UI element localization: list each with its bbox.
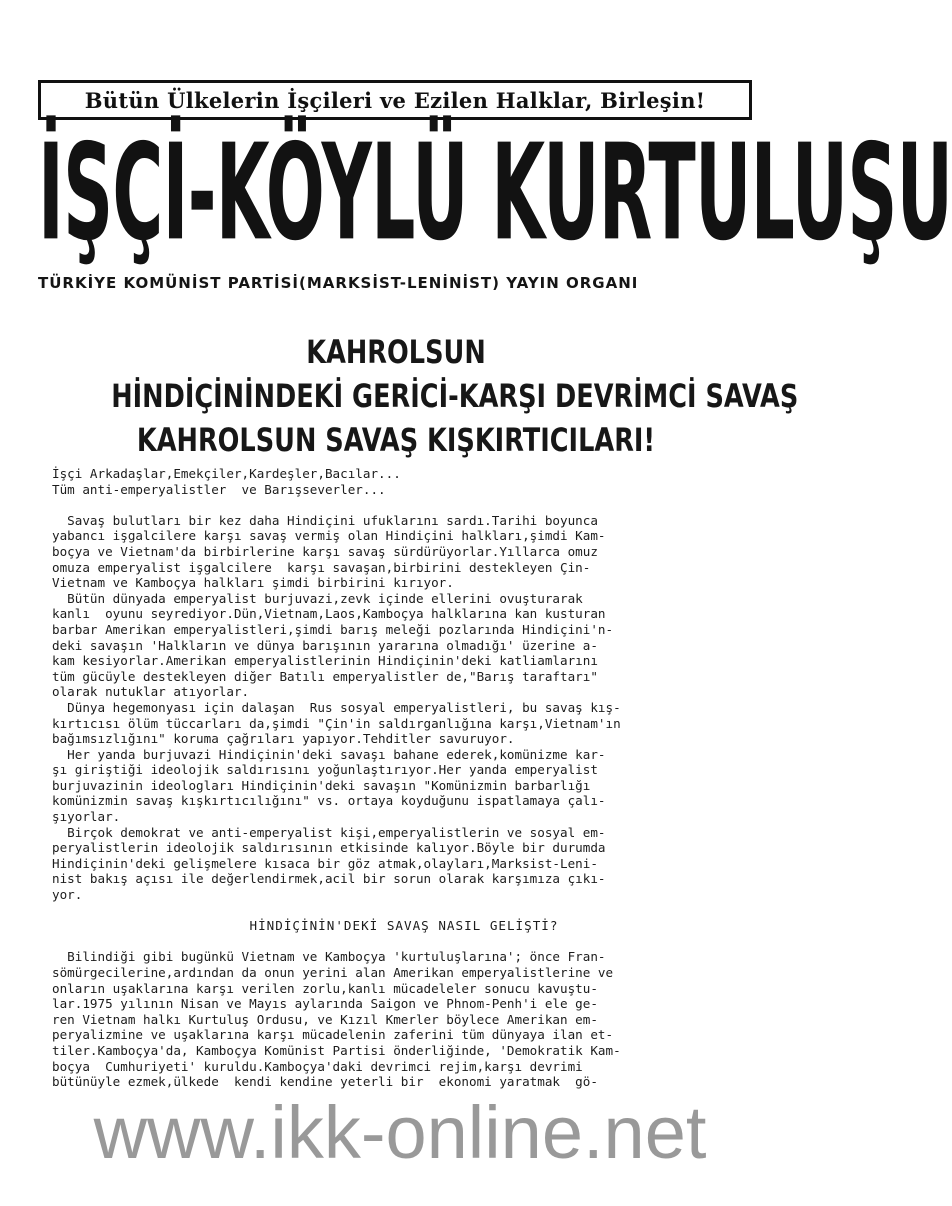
website-watermark: www.ikk-online.net (93, 1090, 707, 1174)
section-title: HİNDİÇİNİN'DEKİ SAVAŞ NASIL GELİŞTİ? (249, 918, 559, 934)
section-line: boçya Cumhuriyeti' kuruldu.Kamboçya'daki devrimci rejim,karşı devrimi (52, 1058, 583, 1074)
paragraph-line: yor. (52, 887, 83, 903)
paragraph-line: kam kesiyorlar.Amerikan emperyalistlerinin Hindiçinin'deki katliamlarını (52, 653, 598, 669)
headline-line-3: KAHROLSUN SAVAŞ KIŞKIRTICILARI! (136, 421, 656, 459)
paragraph-line: peryalistlerin ideolojik saldırısının etkisinde kalıyor.Böyle bir durumda (52, 840, 606, 856)
paragraph-line: Vietnam ve Kamboçya halkları şimdi birbirini kırıyor. (52, 575, 454, 591)
masthead (38, 115, 952, 271)
section-line: bütünüyle ezmek,ülkede kendi kendine yeterli bir ekonomi yaratmak gö- (52, 1074, 598, 1090)
paragraph-line: komünizmin savaş kışkırtıcılığını" vs. ortaya koyduğunu ispatlamaya çalı- (52, 793, 606, 809)
paragraph-line: barbar Amerikan emperyalistleri,şimdi barış meleği pozlarında Hindiçini'n- (52, 621, 614, 637)
intro-line: Tüm anti-emperyalistler ve Barışseverler... (52, 481, 386, 497)
paragraph-line: Birçok demokrat ve anti-emperyalist kişi,emperyalistlerin ve sosyal em- (52, 824, 606, 840)
paragraph-line: Savaş bulutları bir kez daha Hindiçini ufuklarını sardı.Tarihi boyunca (52, 512, 598, 528)
paragraph-line: şı giriştiği ideolojik saldırısını yoğunlaştırıyor.Her yanda emperyalist (52, 762, 598, 778)
paragraph-line: burjuvazinin ideologları Hindiçinin'deki savaşın "Komünizmin barbarlığı (52, 777, 591, 793)
slogan-text: Bütün Ülkelerin İşçileri ve Ezilen Halklar, Birleşin! (84, 87, 706, 113)
paragraph-line: omuza emperyalist işgalcilere karşı savaşan,birbirini destekleyen Çin- (52, 559, 591, 575)
paragraph-line: Bütün dünyada emperyalist burjuvazi,zevk içinde ellerini ovuşturarak (52, 590, 583, 606)
paragraph-line: deki savaşın 'Halkların ve dünya barışının yararına olmadığı' üzerine a- (52, 637, 598, 653)
article-body (52, 466, 756, 1091)
headline-line-1: KAHROLSUN (306, 333, 486, 371)
section-line: ren Vietnam halkı Kurtuluş Ordusu, ve Kızıl Kmerler böylece Amerikan em- (52, 1011, 598, 1027)
paragraph-line: Hindiçinin'deki gelişmelere kısaca bir göz atmak,olayları,Marksist-Leni- (52, 855, 598, 871)
section-line: sömürgecilerine,ardından da onun yerini alan Amerikan emperyalistlerine ve (52, 965, 614, 980)
section-line: Bilindiği gibi bugünkü Vietnam ve Kamboçya 'kurtuluşlarına'; önce Fran- (52, 949, 606, 965)
paragraph-line: yabancı işgalcilere karşı savaş vermiş olan Hindiçini halkları,şimdi Kam- (52, 528, 606, 544)
paragraph-line: Dünya hegemonyası için dalaşan Rus sosyal emperyalistleri, bu savaş kış- (52, 699, 621, 715)
paragraph-line: şıyorlar. (52, 809, 121, 825)
intro-line: İşçi Arkadaşlar,Emekçiler,Kardeşler,Bacılar... (52, 466, 401, 481)
masthead-title: İŞÇİ-KÖYLÜ KURTULUŞU (38, 115, 952, 271)
paragraph-line: nist bakış açısı ile değerlendirmek,acil bir sorun olarak karşımıza çıkı- (52, 871, 606, 887)
headline (40, 330, 799, 465)
paragraph-line: kanlı oyunu seyrediyor.Dün,Vietnam,Laos,Kamboçya halklarına kan kusturan (52, 606, 606, 622)
paragraph-line: boçya ve Vietnam'da birbirlerine karşı savaş sürdürüyorlar.Yıllarca omuz (52, 543, 598, 559)
section-line: peryalizmine ve uşaklarına karşı mücadelenin zaferini tüm dünyaya ilan et- (52, 1027, 614, 1043)
section-line: lar.1975 yılının Nisan ve Mayıs aylarında Saigon ve Phnom-Penh'i ele ge- (52, 996, 598, 1012)
slogan-banner (38, 80, 752, 120)
section-line: tiler.Kamboçya'da, Kamboçya Komünist Partisi önderliğinde, 'Demokratik Kam- (52, 1042, 621, 1058)
section-line: onların uşaklarına karşı verilen zorlu,kanlı mücadeleler sonucu kavuştu- (52, 980, 598, 996)
paragraph-line: tüm gücüyle destekleyen diğer Batılı emperyalistler de,"Barış taraftarı" (52, 668, 598, 684)
paragraph-line: olarak nutuklar atıyorlar. (52, 684, 250, 700)
headline-line-2: HİNDİÇİNİNDEKİ GERİCİ-KARŞI DEVRİMCİ SAVAŞ (111, 377, 799, 415)
paragraph-line: Her yanda burjuvazi Hindiçinin'deki savaşı bahane ederek,komünizme kar- (52, 746, 606, 762)
publication-subtitle: TÜRKİYE KOMÜNİST PARTİSİ(MARKSİST-LENİNİST) YAYIN ORGANI (38, 274, 639, 292)
paragraph-line: bağımsızlığını" koruma çağrıları yapıyor.Tehditler savuruyor. (52, 731, 515, 747)
paragraph-line: kırtıcısı ölüm tüccarları da,şimdi "Çin'in saldırganlığına karşı,Vietnam'ın (52, 715, 621, 731)
